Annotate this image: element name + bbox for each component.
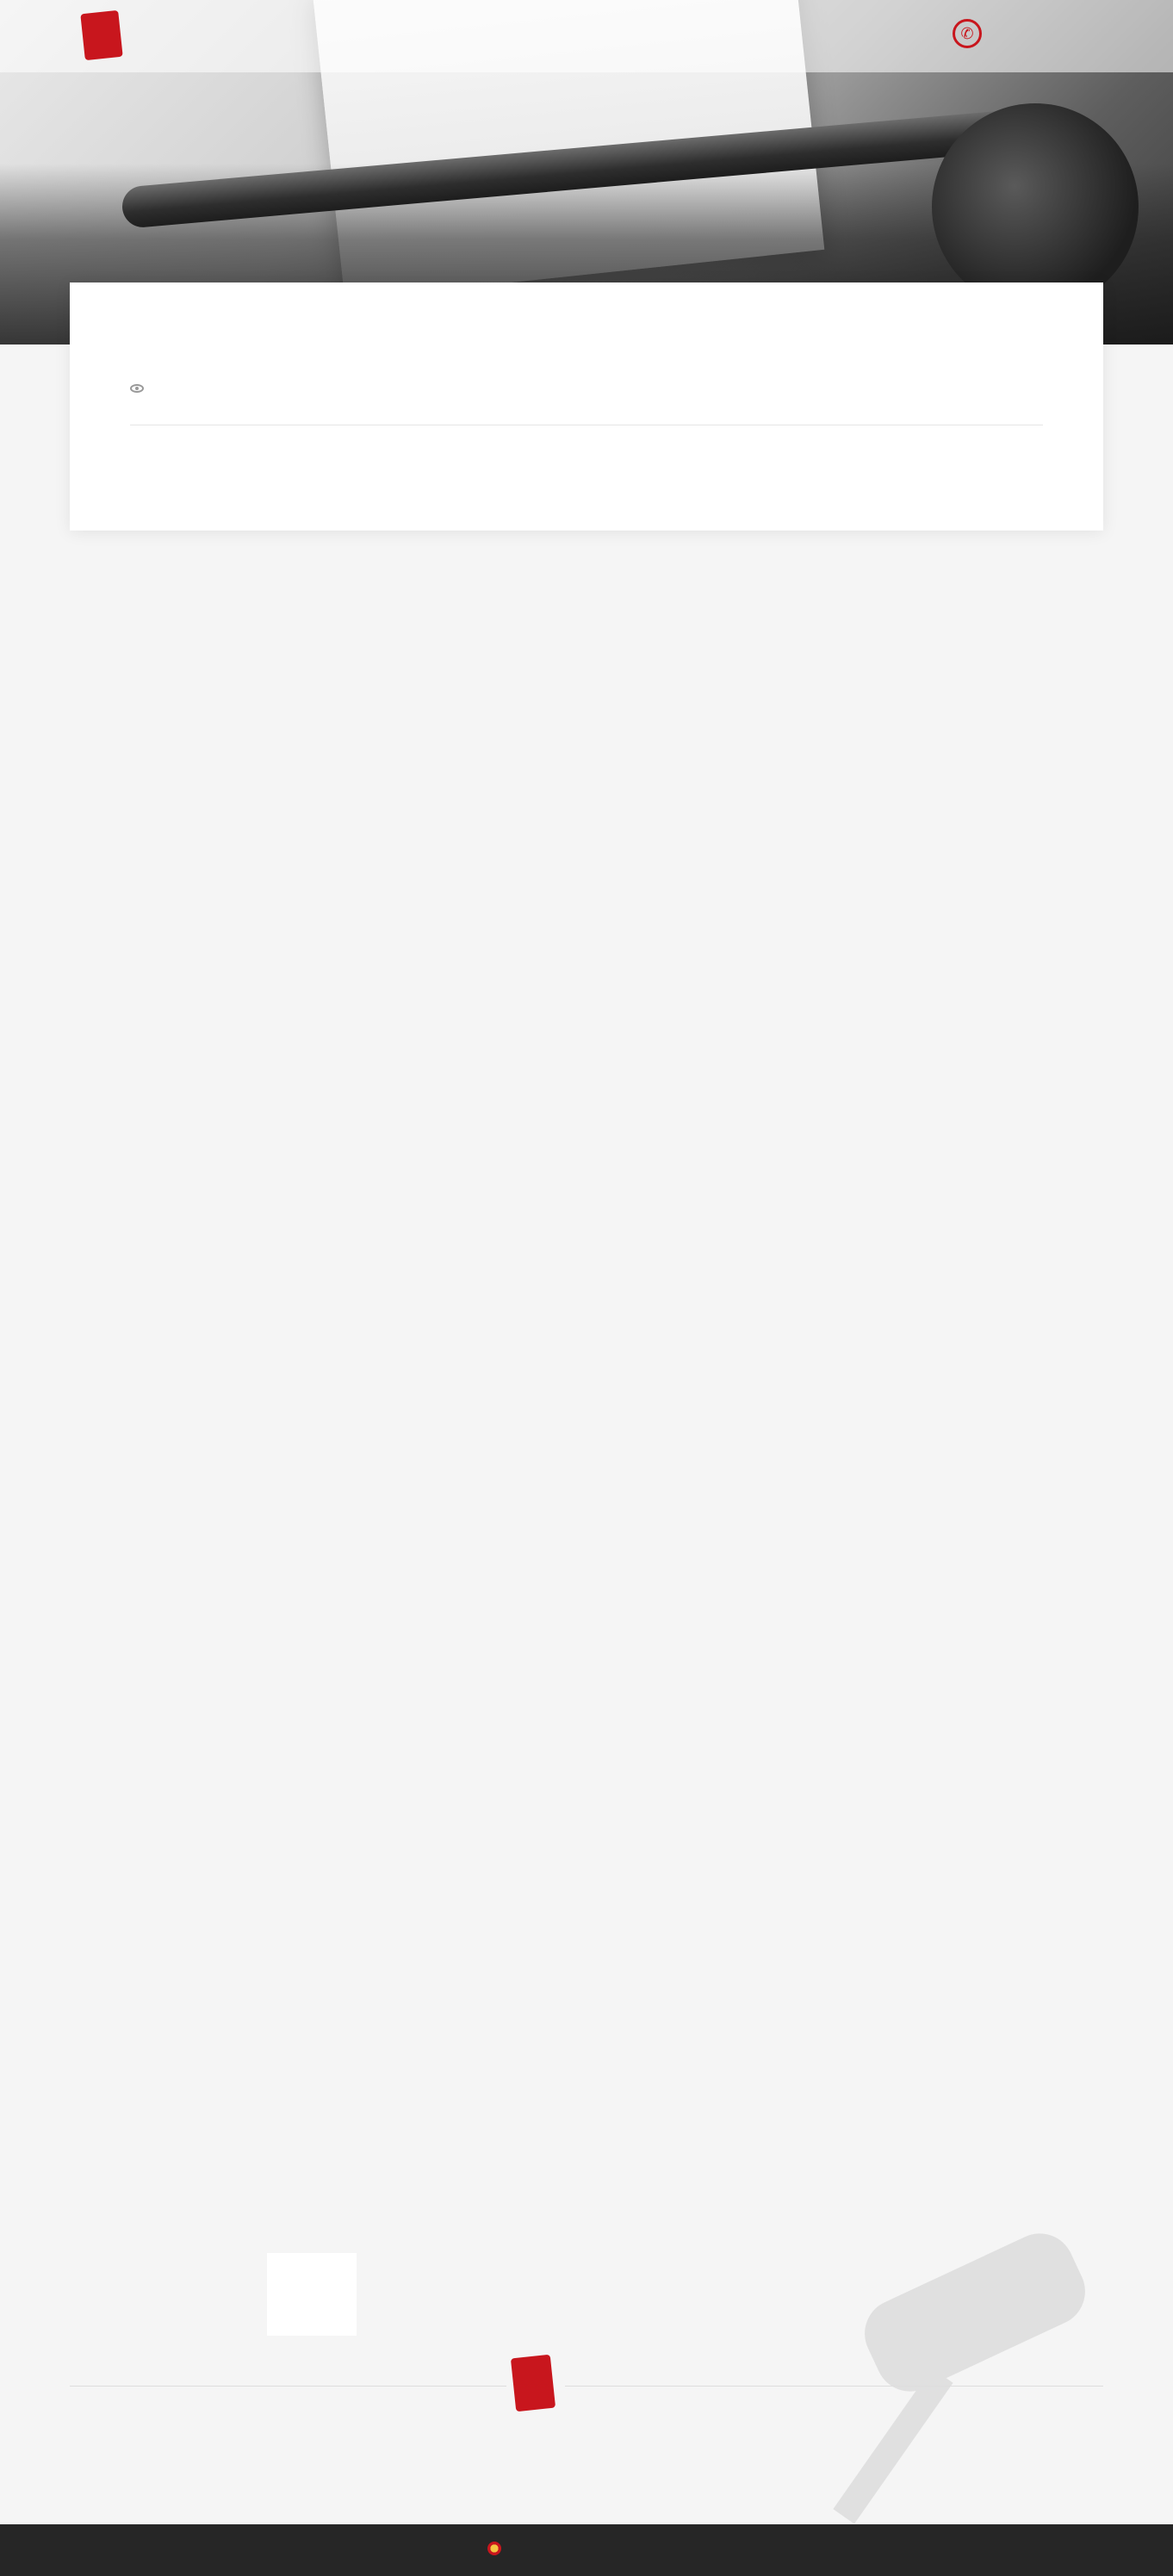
site-header xyxy=(0,0,1173,72)
footer-bottom-bar xyxy=(0,2524,1173,2576)
police-badge-icon xyxy=(487,2542,501,2555)
article-card xyxy=(70,282,1103,531)
article-views xyxy=(130,384,152,393)
logo-seal-icon xyxy=(80,10,122,60)
site-logo[interactable] xyxy=(83,12,126,59)
article-header xyxy=(130,339,1043,425)
site-footer xyxy=(0,2188,1173,2576)
footer-business-hotline xyxy=(668,2294,673,2314)
article-body xyxy=(130,425,1043,460)
qr-code-icon xyxy=(267,2253,357,2336)
header-phone[interactable] xyxy=(953,19,990,48)
footer-qr-block xyxy=(267,2253,357,2346)
footer-logo[interactable] xyxy=(506,2356,565,2410)
footer-logo-seal-icon xyxy=(511,2355,555,2412)
icp-record[interactable] xyxy=(487,2542,510,2555)
friend-links xyxy=(241,2439,248,2453)
eye-icon xyxy=(130,384,144,393)
footer-divider xyxy=(70,2386,1103,2387)
footer-gavel-watermark xyxy=(829,2213,1121,2472)
hero-typewriter-knob xyxy=(932,103,1139,310)
footer-legal-hotline xyxy=(393,2294,398,2314)
phone-icon: ✆ xyxy=(953,19,982,48)
